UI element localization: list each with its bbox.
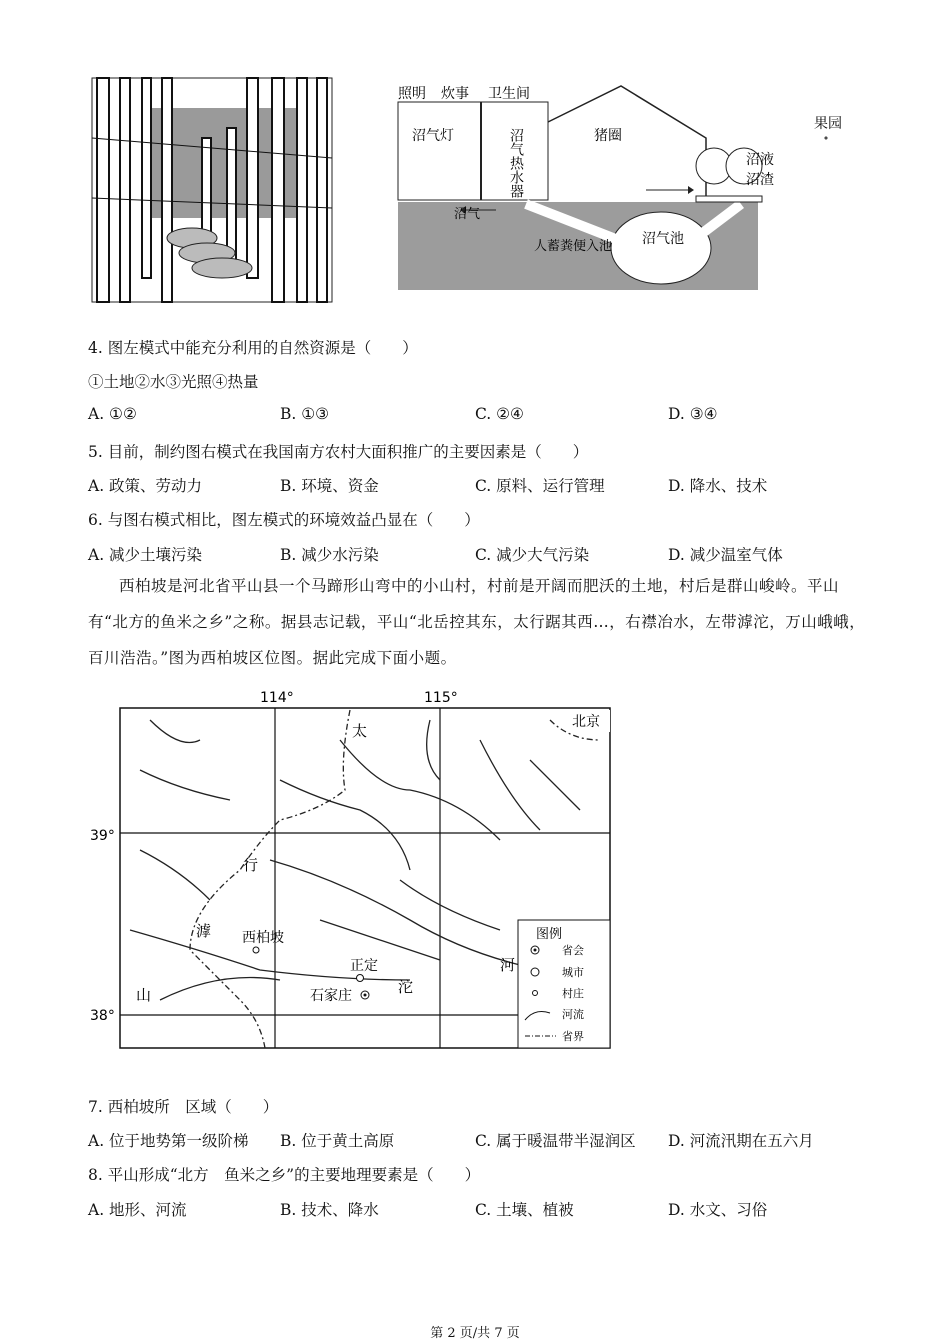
forest-figure [92,78,332,302]
label-toilet: 卫生间 [488,86,530,102]
q4-option-c[interactable]: C. ②④ [475,405,524,423]
label-zhengding: 正定 [350,958,378,974]
label-hang: 行 [243,856,259,874]
label-cooking: 炊事 [441,86,469,102]
question-6: 6. 与图右模式相比，图左模式的环境效益凸显在（ ） [88,511,480,529]
lon-label-114: 114° [260,690,294,706]
q6-option-d[interactable]: D. 减少温室气体 [668,546,783,564]
question-4-choices: ①土地②水③光照④热量 [88,373,259,391]
q4-option-a[interactable]: A. ①② [88,405,137,423]
q8-option-c[interactable]: C. 土壤、植被 [475,1201,574,1219]
page-footer: 第 2 页/共 7 页 [430,1326,520,1341]
label-he: 河 [500,956,516,974]
passage: 西柏坡是河北省平山县一个马蹄形山弯中的小山村，村前是开阔而肥沃的土地，村后是群山峻岭。平山有“北方的鱼米之乡”之称。据县志记载，平山“北岳控其东，太行踞其西…，右襟冶水，左带滹沱，万山峨峨，百川浩浩。”图为西柏坡区位图。据此完成下面小题。 [88,577,866,667]
q5-option-a[interactable]: A. 政策、劳动力 [88,477,203,495]
legend-title: 图例 [536,927,563,942]
question-5: 5. 目前，制约图右模式在我国南方农村大面积推广的主要因素是（ ） [88,443,589,461]
label-beijing: 北京 [572,714,600,730]
question-8: 8. 平山形成“北方 鱼米之乡”的主要地理要素是（ ） [88,1166,481,1184]
q7-option-d[interactable]: D. 河流汛期在五六月 [668,1132,814,1150]
label-orchard: 果园 [814,116,842,132]
label-digester: 沼气池 [642,231,684,247]
label-shijiazhuang: 石家庄 [310,988,352,1004]
q8-option-b[interactable]: B. 技术、降水 [280,1201,379,1219]
q5-option-c[interactable]: C. 原料、运行管理 [475,477,605,495]
label-biogas-lamp: 沼气灯 [412,128,454,144]
q6-option-a[interactable]: A. 减少土壤污染 [88,546,203,564]
q5-option-d[interactable]: D. 降水、技术 [668,477,768,495]
q7-option-a[interactable]: A. 位于地势第一级阶梯 [88,1132,249,1150]
label-residue: 沼渣 [746,172,774,188]
label-lighting: 照明 [398,86,426,102]
label-tai: 太 [352,722,368,740]
question-4: 4. 图左模式中能充分利用的自然资源是（ ） [88,339,418,357]
q7-option-b[interactable]: B. 位于黄土高原 [280,1132,395,1150]
lat-label-39: 39° [90,828,115,844]
q6-option-c[interactable]: C. 减少大气污染 [475,546,590,564]
label-excreta: 人蓄粪便入池 [534,239,613,254]
biogas-figure [396,78,842,292]
legend-river: 河流 [562,1008,584,1021]
label-pigsty: 猪圈 [594,128,622,144]
label-hu: 滹 [196,922,212,940]
label-xibaipo: 西柏坡 [242,930,284,946]
q7-option-c[interactable]: C. 属于暖温带半湿润区 [475,1132,636,1150]
lon-label-115: 115° [424,690,458,706]
q8-option-a[interactable]: A. 地形、河流 [88,1201,187,1219]
legend-city: 城市 [562,966,584,979]
legend-boundary: 省界 [562,1030,584,1043]
lat-label-38: 38° [90,1008,115,1024]
question-7: 7. 西柏坡所 区域（ ） [88,1098,279,1116]
label-biogas: 沼气 [454,207,481,222]
q4-option-d[interactable]: D. ③④ [668,405,718,423]
q4-option-b[interactable]: B. ①③ [280,405,330,423]
xibaipo-location-map [80,680,620,1055]
q6-option-b[interactable]: B. 减少水污染 [280,546,379,564]
label-tuo: 沱 [398,978,414,996]
label-shan: 山 [136,986,152,1004]
legend-capital: 省会 [562,944,584,957]
label-slurry: 沼液 [746,152,774,168]
legend-village: 村庄 [562,987,584,1000]
label-water-heater: 沼气热水器 [508,128,524,198]
q8-option-d[interactable]: D. 水文、习俗 [668,1201,768,1219]
q5-option-b[interactable]: B. 环境、资金 [280,477,379,495]
map-legend [518,920,610,1048]
